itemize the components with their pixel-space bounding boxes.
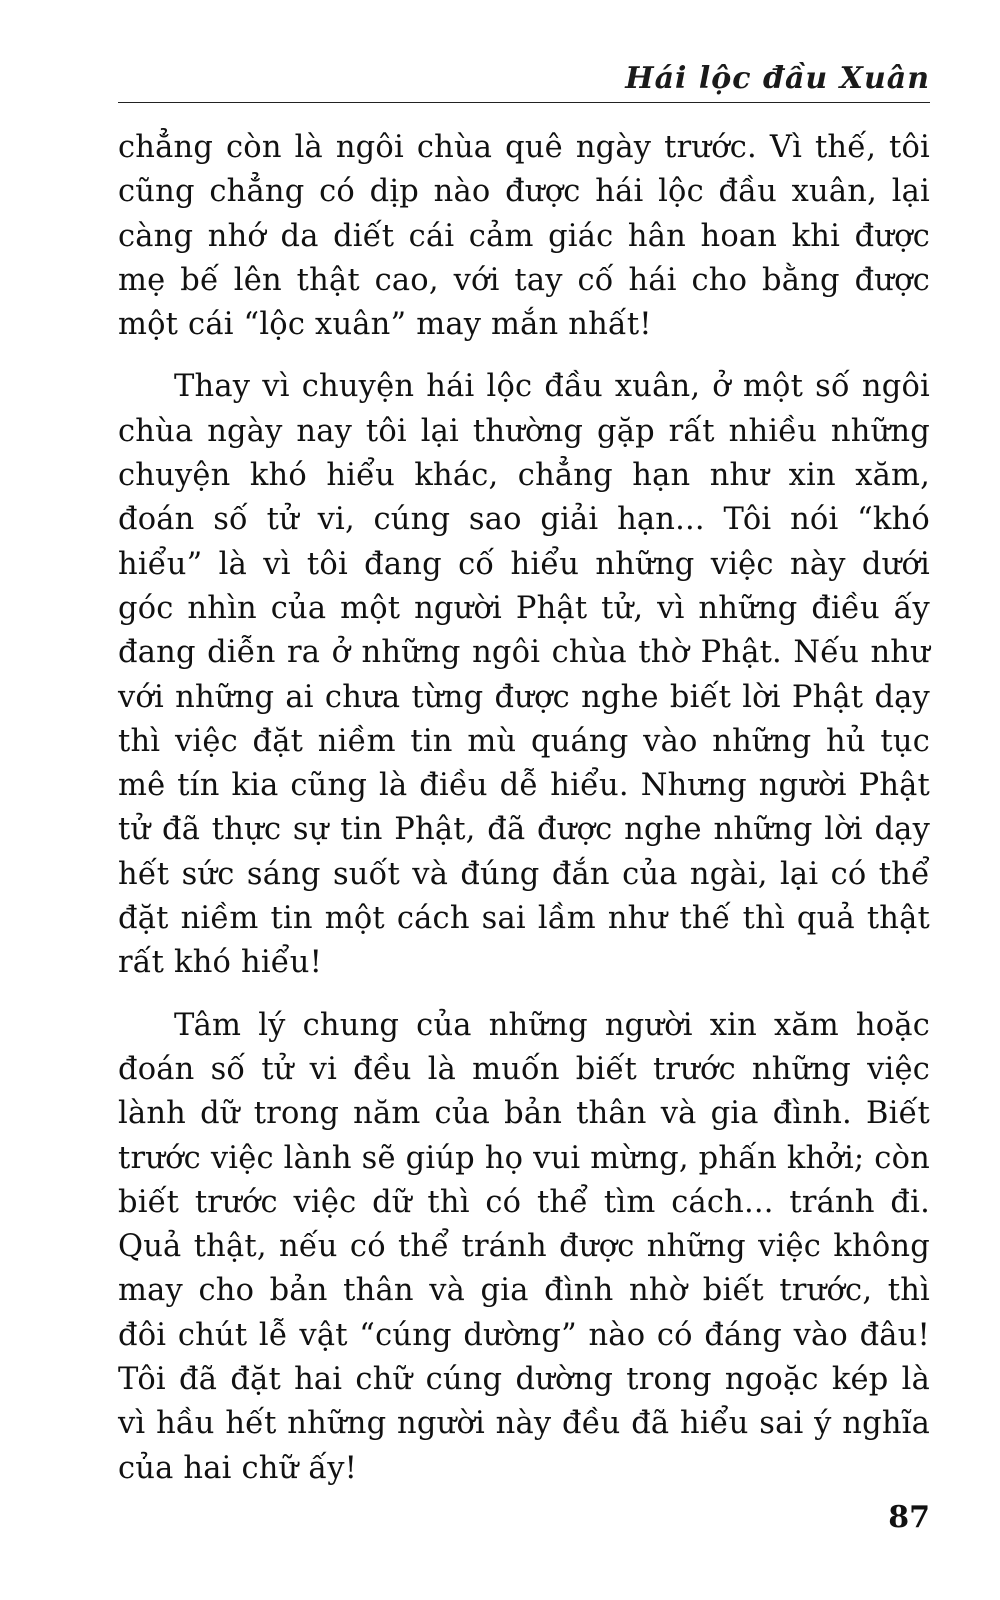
body-text — [118, 126, 930, 1509]
paragraph: Tâm lý chung của những người xin xăm hoặc đoán số tử vi đều là muốn biết trước những việc lành dữ trong năm của bản thân và gia đình. Biết trước việc lành sẽ giúp họ vui mừng, phấn khởi; còn biết trước việc dữ thì có thể tìm cách... tránh đi. Quả thật, nếu có thể tránh được những việc không may cho bản thân và gia đình nhờ biết trước, thì đôi chút lễ vật “cúng dường” nào có đáng vào đâu! Tôi đã đặt hai chữ cúng dường trong ngoặc kép là vì hầu hết những người này đều đã hiểu sai ý nghĩa của hai chữ ấy! — [118, 1007, 930, 1486]
running-title: Hái lộc đầu Xuân — [625, 61, 930, 96]
running-header — [118, 54, 930, 103]
paragraph: Thay vì chuyện hái lộc đầu xuân, ở một số ngôi chùa ngày nay tôi lại thường gặp rất nhiều những chuyện khó hiểu khác, chẳng hạn như xin xăm, đoán số tử vi, cúng sao giải hạn... Tôi nói “khó hiểu” là vì tôi đang cố hiểu những việc này dưới góc nhìn của một người Phật tử, vì những điều ấy đang diễn ra ở những ngôi chùa thờ Phật. Nếu như với những ai chưa từng được nghe biết lời Phật dạy thì việc đặt niềm tin mù quáng vào những hủ tục mê tín kia cũng là điều dễ hiểu. Nhưng người Phật tử đã thực sự tin Phật, đã được nghe những lời dạy hết sức sáng suốt và đúng đắn của ngài, lại có thể đặt niềm tin một cách sai lầm như thế thì quả thật rất khó hiểu! — [118, 369, 930, 981]
paragraph-continued: chẳng còn là ngôi chùa quê ngày trước. Vì thế, tôi cũng chẳng có dịp nào được hái lộc đầu xuân, lại càng nhớ da diết cái cảm giác hân hoan khi được mẹ bế lên thật cao, với tay cố hái cho bằng được một cái “lộc xuân” may mắn nhất! — [118, 130, 930, 343]
page-number: 87 — [888, 1500, 930, 1535]
